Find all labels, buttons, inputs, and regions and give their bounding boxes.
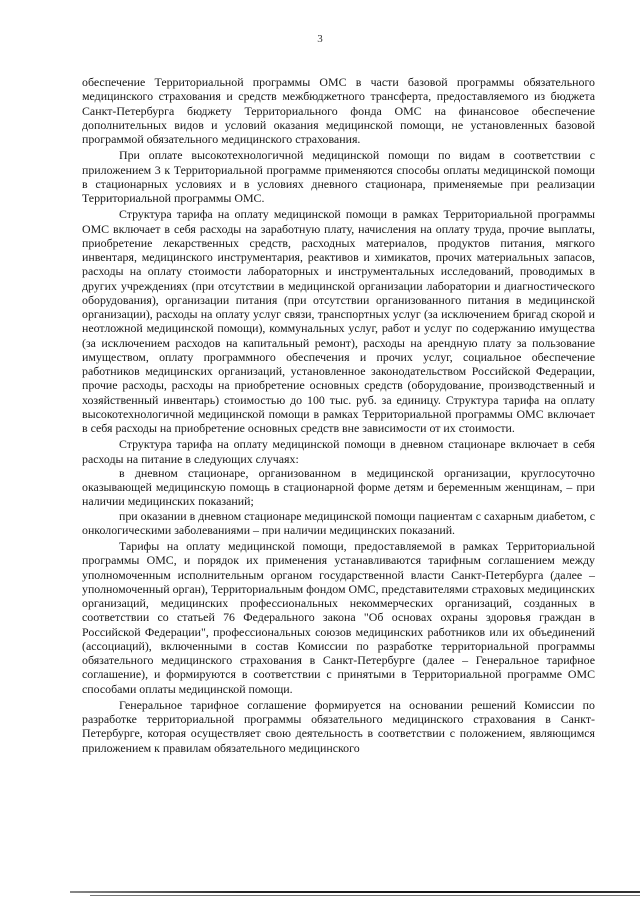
paragraph-tariff-structure: Структура тарифа на оплату медицинской помощи в рамках Территориальной программы ОМС включает в себя расходы на заработную плату, начисления на оплату труда, прочие выплаты, приобретение лекарственных средств, расходных материалов, продуктов питания, мягкого инвентаря, медицинского инструментария, реактивов и химикатов, прочих материальных запасов, расходы на оплату стоимости лабораторных и инструментальных исследований, проводимых в других учреждениях (при отсутствии в медицинской организации лаборатории и диагностического оборудования), организации питания (при отсутствии организованного питания в медицинской организации), расходы на оплату услуг связи, транспортных услуг (за исключением бригад скорой и неотложной медицинской помощи), коммунальных услуг, работ и услуг по содержанию имущества (за исключением расходов на капитальный ремонт), расходы на арендную плату за пользование имуществом, оплату программного обеспечения и прочих услуг, социальное обеспечение работников медицинских организаций, установленное законодательством Российской Федерации, прочие расходы, расходы на приобретение основных средств (оборудование, производственный и хозяйственный инвентарь) стоимостью до 100 тыс. руб. за единицу. Структура тарифа на оплату высокотехнологичной медицинской помощи в рамках Территориальной программы ОМС включает в себя расходы на приобретение основных средств вне зависимости от их стоимости. [82,207,595,435]
document-body [82,75,595,755]
paragraph-vmp-payment: При оплате высокотехнологичной медицинской помощи по видам в соответствии с приложением 3 к Территориальной программе применяются способы оплаты медицинской помощи в стационарных условиях и в условиях дневного стационара, применяемые при реализации Территориальной программы ОМС. [82,148,595,205]
paragraph-general-agreement: Генеральное тарифное соглашение формируется на основании решений Комиссии по разработке территориальной программы обязательного медицинского страхования в Санкт-Петербурге, которая осуществляет свою деятельность в соответствии с положением, являющимся приложением к правилам обязательного медицинского [82,697,595,755]
paragraph-day-hospital-tariff: Структура тарифа на оплату медицинской помощи в дневном стационаре включает в себя расходы на питание в следующих случаях: [82,437,595,466]
page-number: 3 [317,33,323,45]
paragraph-case-diabetes: при оказании в дневном стационаре медицинской помощи пациентам с сахарным диабетом, с онкологическими заболеваниями – при наличии медицинских показаний. [82,508,595,537]
paragraph-case-children: в дневном стационаре, организованном в медицинской организации, круглосуточно оказывающей медицинскую помощь в стационарной форме детям и беременным женщинам, – при наличии медицинских показаний; [82,465,595,509]
scan-bottom-edge [70,891,640,893]
paragraph-continuation: обеспечение Территориальной программы ОМС в части базовой программы обязательного медицинского страхования и средств межбюджетного трансферта, предоставляемого из бюджета Санкт-Петербурга бюджету Территориального фонда ОМС на финансовое обеспечение дополнительных видов и условий оказания медицинской помощи, не установленных базовой программой обязательного медицинского страхования. [82,75,595,146]
paragraph-tariff-agreement: Тарифы на оплату медицинской помощи, предоставляемой в рамках Территориальной программы ОМС, и порядок их применения устанавливаются тарифным соглашением между уполномоченным исполнительным органом государственной власти Санкт-Петербурга (далее – уполномоченный орган), Территориальным фондом ОМС, представителями страховых медицинских организаций, медицинских профессиональных некоммерческих организаций, созданных в соответствии со статьей 76 Федерального закона "Об основах охраны здоровья граждан в Российской Федерации", профессиональных союзов медицинских работников или их объединений (ассоциаций), включенными в состав Комиссии по разработке территориальной программы обязательного медицинского страхования в Санкт-Петербурге (далее – Генеральное тарифное соглашение), и формируются в соответствии с принятыми в Территориальной программе ОМС способами оплаты медицинской помощи. [82,539,595,696]
scan-bottom-edge-shadow [90,895,640,896]
